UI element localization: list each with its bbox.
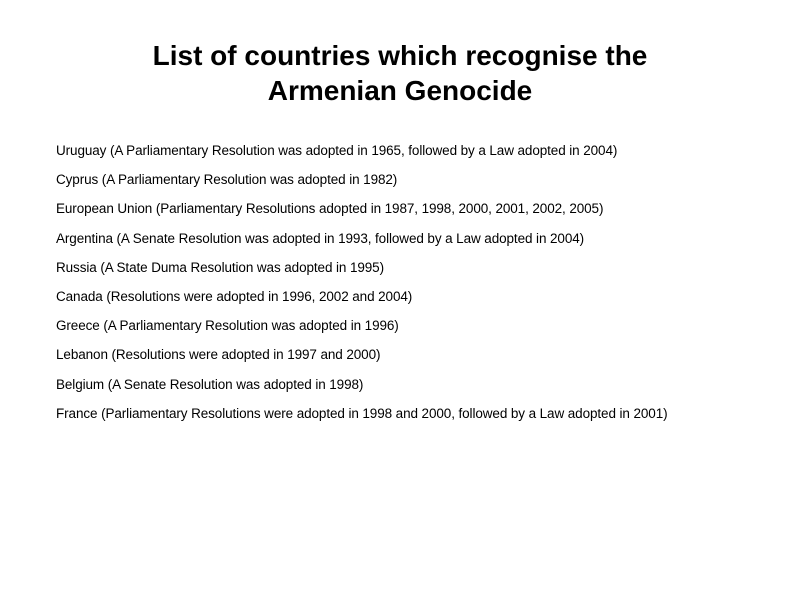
country-item-russia: Russia (A State Duma Resolution was adopted in 1995) [56,259,384,275]
country-list [56,142,776,434]
country-item-belgium: Belgium (A Senate Resolution was adopted in 1998) [56,376,364,392]
slide-title-line-1: List of countries which recognise the [152,40,648,71]
country-item-greece: Greece (A Parliamentary Resolution was adopted in 1996) [56,318,399,334]
country-item-lebanon: Lebanon (Resolutions were adopted in 1997 and 2000) [56,347,381,363]
country-item-cyprus: Cyprus (A Parliamentary Resolution was adopted in 1982) [56,172,398,188]
country-item-france: France (Parliamentary Resolutions were adopted in 1998 and 2000, followed by a Law adopted in 2001) [56,405,668,421]
country-item-uruguay: Uruguay (A Parliamentary Resolution was adopted in 1965, followed by a Law adopted in 2004) [56,143,618,158]
slide-title [0,38,800,108]
country-item-argentina: Argentina (A Senate Resolution was adopted in 1993, followed by a Law adopted in 2004) [56,230,585,246]
country-item-european-union: European Union (Parliamentary Resolutions adopted in 1987, 1998, 2000, 2001, 2002, 2005) [56,201,604,217]
slide-title-line-2: Armenian Genocide [267,75,533,106]
country-item-canada: Canada (Resolutions were adopted in 1996, 2002 and 2004) [56,288,413,304]
